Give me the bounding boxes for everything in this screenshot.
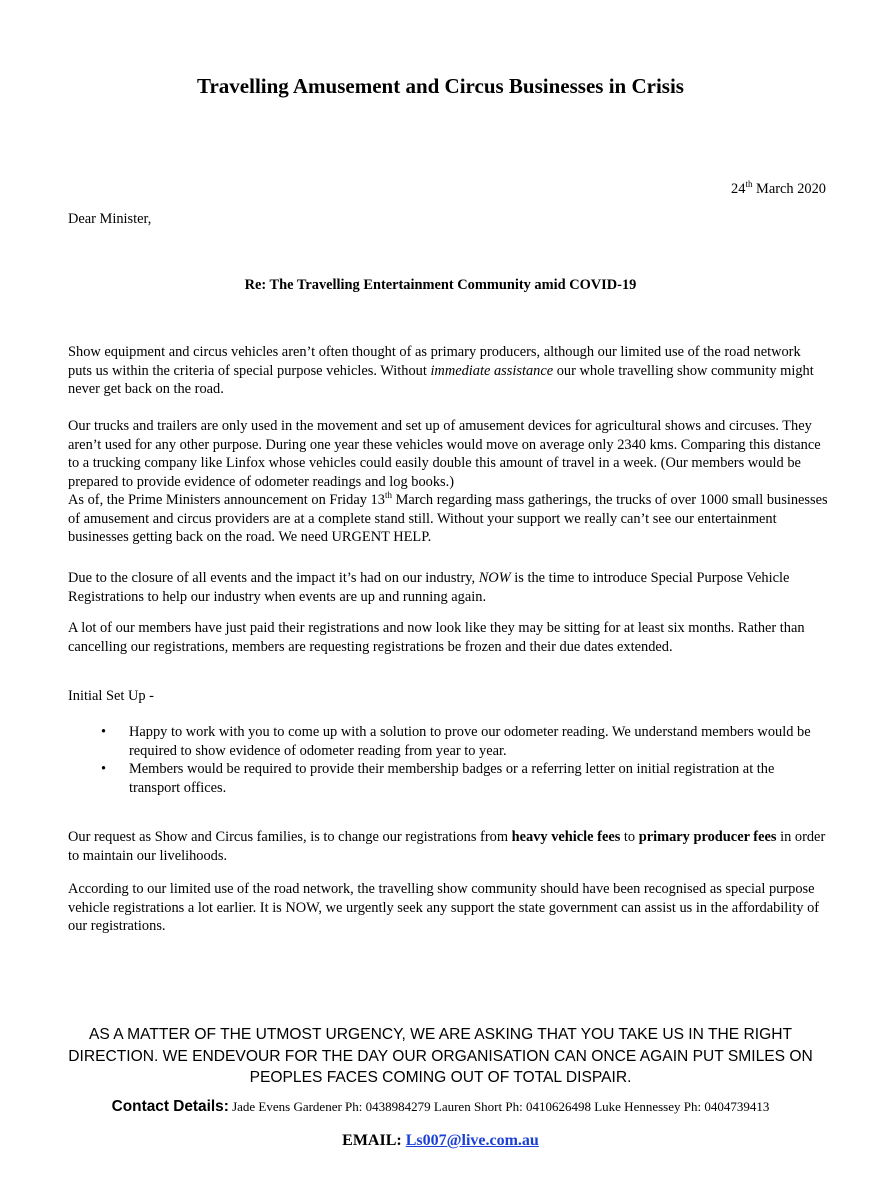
p3-text-b: March regarding mass gatherings, the trucks of over 1000 small businesses of amusement and circus providers are at a complete stand still. Without your support we really can’t see our entertainment businesses getting back on the road. We need URGENT HELP. [68, 492, 828, 545]
list-item [68, 760, 828, 797]
urgent-appeal [0, 1024, 881, 1089]
paragraph-7: According to our limited use of the road network, the travelling show community should have been recognised as special purpose vehicle registrations a lot earlier. It is NOW, we urgently seek any support the state government can assist us in the affordability of our registrations. [68, 881, 820, 934]
bullet-text: Members would be required to provide their membership badges or a referring letter on initial registration at the transport offices. [129, 761, 775, 796]
p3-text-a: As of, the Prime Ministers announcement on Friday 13 [68, 492, 385, 508]
p6-text-a: Our request as Show and Circus families, is to change our registrations from [68, 829, 512, 845]
paragraph-6 [68, 828, 828, 865]
subject-line: Re: The Travelling Entertainment Community amid COVID-19 [244, 277, 637, 293]
date-day: 24 [731, 181, 746, 197]
p6-bold-primary-producer-fees: primary producer fees [638, 829, 777, 845]
contact-details [0, 1098, 881, 1116]
paragraph-3 [68, 491, 828, 547]
p6-text-mid: to [620, 829, 639, 845]
list-item [68, 723, 828, 760]
date-rest: March 2020 [752, 181, 826, 197]
p4-emphasis: NOW [478, 570, 511, 586]
email-label: EMAIL: [342, 1132, 406, 1149]
email-link[interactable]: Ls007@live.com.au [405, 1132, 539, 1149]
p1-emphasis: immediate assistance [430, 362, 554, 379]
email-line [0, 1132, 881, 1150]
p4-text-a: Due to the closure of all events and the impact it’s had on our industry, [68, 570, 479, 586]
salutation: Dear Minister, [68, 211, 152, 227]
p3-superscript: th [384, 490, 392, 501]
p6-text-b: in order to maintain our livelihoods. [68, 829, 826, 864]
p6-bold-heavy-vehicle-fees: heavy vehicle fees [511, 829, 621, 845]
bullet-text: Happy to work with you to come up with a solution to prove our odometer reading. We understand members would be required to show evidence of odometer reading from year to year. [129, 724, 811, 759]
paragraph-4 [68, 569, 828, 606]
bullet-icon: • [101, 724, 107, 740]
contact-label: Contact Details: [111, 1098, 229, 1115]
urgent-text: AS A MATTER OF THE UTMOST URGENCY, WE ARE ASKING THAT YOU TAKE US IN THE RIGHT DIRECTION. WE ENDEVOUR FOR THE DAY OUR ORGANISATION CAN ONCE AGAIN PUT SMILES ON PEOPLES FACES COMING OUT OF TOTAL DISPAIR. [68, 1026, 813, 1086]
paragraph-2: Our trucks and trailers are only used in the movement and set up of amusement devices for agricultural shows and circuses. They aren’t used for any other purpose. During one year these vehicles would move on average only 2340 kms. Comparing this distance to a trucking company like Linfox whose vehicles could easily double this amount of travel in a week. (Our members would be prepared to provide evidence of odometer readings and log books.) [68, 418, 821, 490]
paragraph-5: A lot of our members have just paid their registrations and now look like they may be sitting for at least six months. Rather than cancelling our registrations, members are requesting registrations be frozen and their due dates extended. [68, 620, 805, 655]
bullet-icon: • [101, 761, 107, 777]
p4-text-b: is the time to introduce Special Purpose Vehicle Registrations to help our industry when events are up and running again. [68, 570, 790, 605]
date-suffix: th [745, 179, 753, 190]
letter-date [731, 181, 826, 198]
p1-text-a: Show equipment and circus vehicles aren’t often thought of as primary producers, although our limited use of the road network puts us within the criteria of special purpose vehicles. Without [68, 344, 801, 379]
setup-heading: Initial Set Up - [68, 688, 154, 704]
setup-bullet-list [68, 723, 828, 797]
paragraph-1 [68, 343, 828, 399]
document-title: Travelling Amusement and Circus Businesses in Crisis [197, 74, 684, 98]
contact-info: Jade Evens Gardener Ph: 0438984279 Lauren Short Ph: 0410626498 Luke Hennessey Ph: 0404739413 [228, 1099, 770, 1114]
p1-text-b: our whole travelling show community might never get back on the road. [68, 362, 814, 397]
